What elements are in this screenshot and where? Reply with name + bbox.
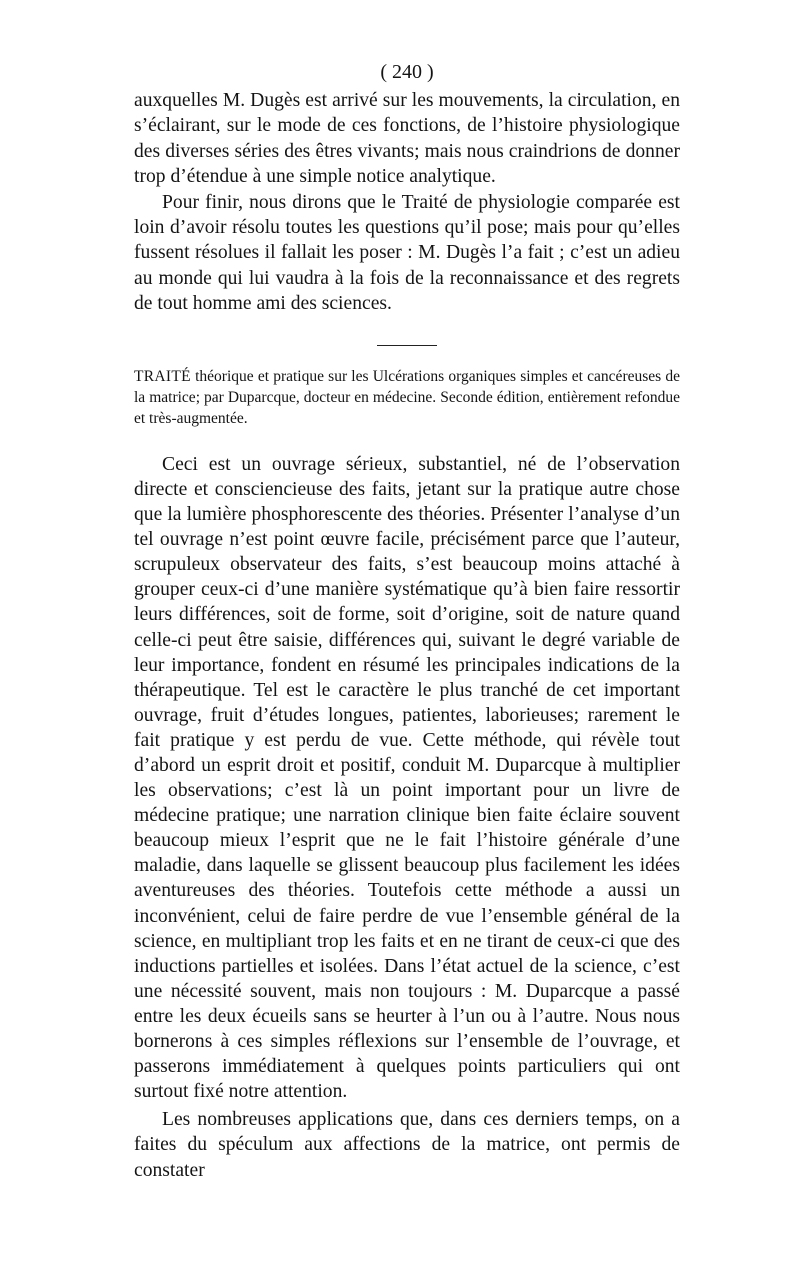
book-notice-heading xyxy=(134,366,680,430)
book-title-lead: TRAITÉ xyxy=(134,367,191,385)
paragraph-conclusion: Pour finir, nous dirons que le Traité de physiologie comparée est loin d’avoir résolu toutes les questions qu’il pose; mais pour qu’elles fussent résolues il fallait les poser : M. Dugès l’a fait ; c’est un adieu au monde qui lui vaudra à la fois de la reconnaissance et des regrets de tout homme ami des sciences. xyxy=(134,191,680,315)
paragraph-final: Les nombreuses applications que, dans ces derniers temps, on a faites du spéculum aux affections de la matrice, ont permis de constater xyxy=(134,1109,680,1181)
paragraph-continued: auxquelles M. Dugès est arrivé sur les mouvements, la circulation, en s’éclairant, sur le mode de ces fonctions, de l’histoire physiologique des diverses séries des êtres vivants; mais nous craindrions de donner trop d’étendue à une simple notice analytique. xyxy=(134,90,680,188)
paragraph-review: Ceci est un ouvrage sérieux, substantiel, né de l’observation directe et consciencieuse des faits, jetant sur la pratique autre chose que la lumière phosphorescente des théories. Présenter l’analyse d’un tel ouvrage n’est point œuvre facile, précisément parce que l’auteur, scrupuleux observateur des faits, s’est beaucoup moins attaché à grouper ceux-ci d’une manière systématique qu’à bien faire ressortir leurs différences, soit de forme, soit d’origine, soit de nature quand celle-ci peut être saisie, différences qui, suivant le degré variable de leur importance, fondent en résumé les principales indications de la thérapeutique. Tel est le caractère le plus tranché de cet important ouvrage, fruit d’études longues, patientes, laborieuses; rarement le fait pratique y est perdu de vue. Cette méthode, qui révèle tout d’abord un esprit droit et positif, conduit M. Duparcque à multiplier les observations; c’est là un point important pour un livre de médecine pratique; une narration clinique bien faite éclaire souvent beaucoup mieux l’esprit que ne le fait l’histoire générale d’une maladie, dans laquelle se glissent beaucoup plus facilement les idées aventureuses des théories. Toutefois cette méthode a aussi un inconvénient, celui de faire perdre de vue l’ensemble général de la science, en multipliant trop les faits et en ne tirant de ceux-ci que des inductions partielles et isolées. Dans l’état actuel de la science, c’est une nécessité souvent, mais non toujours : M. Duparcque a passé entre les deux écueils sans se heurter à l’un ou à l’autre. Nous nous bornerons à ces simples réflexions sur l’ensemble de l’ouvrage, et passerons immédiatement à quelques points particuliers qui ont surtout fixé notre attention. xyxy=(134,453,680,1103)
section-divider xyxy=(377,345,437,346)
page-number: ( 240 ) xyxy=(380,61,434,83)
book-title-rest: théorique et pratique sur les Ulcérations organiques simples et cancéreuses de la matrice; par Duparcque, docteur en médecine. Seconde édition, entièrement refondue et très-augmentée. xyxy=(134,367,680,428)
